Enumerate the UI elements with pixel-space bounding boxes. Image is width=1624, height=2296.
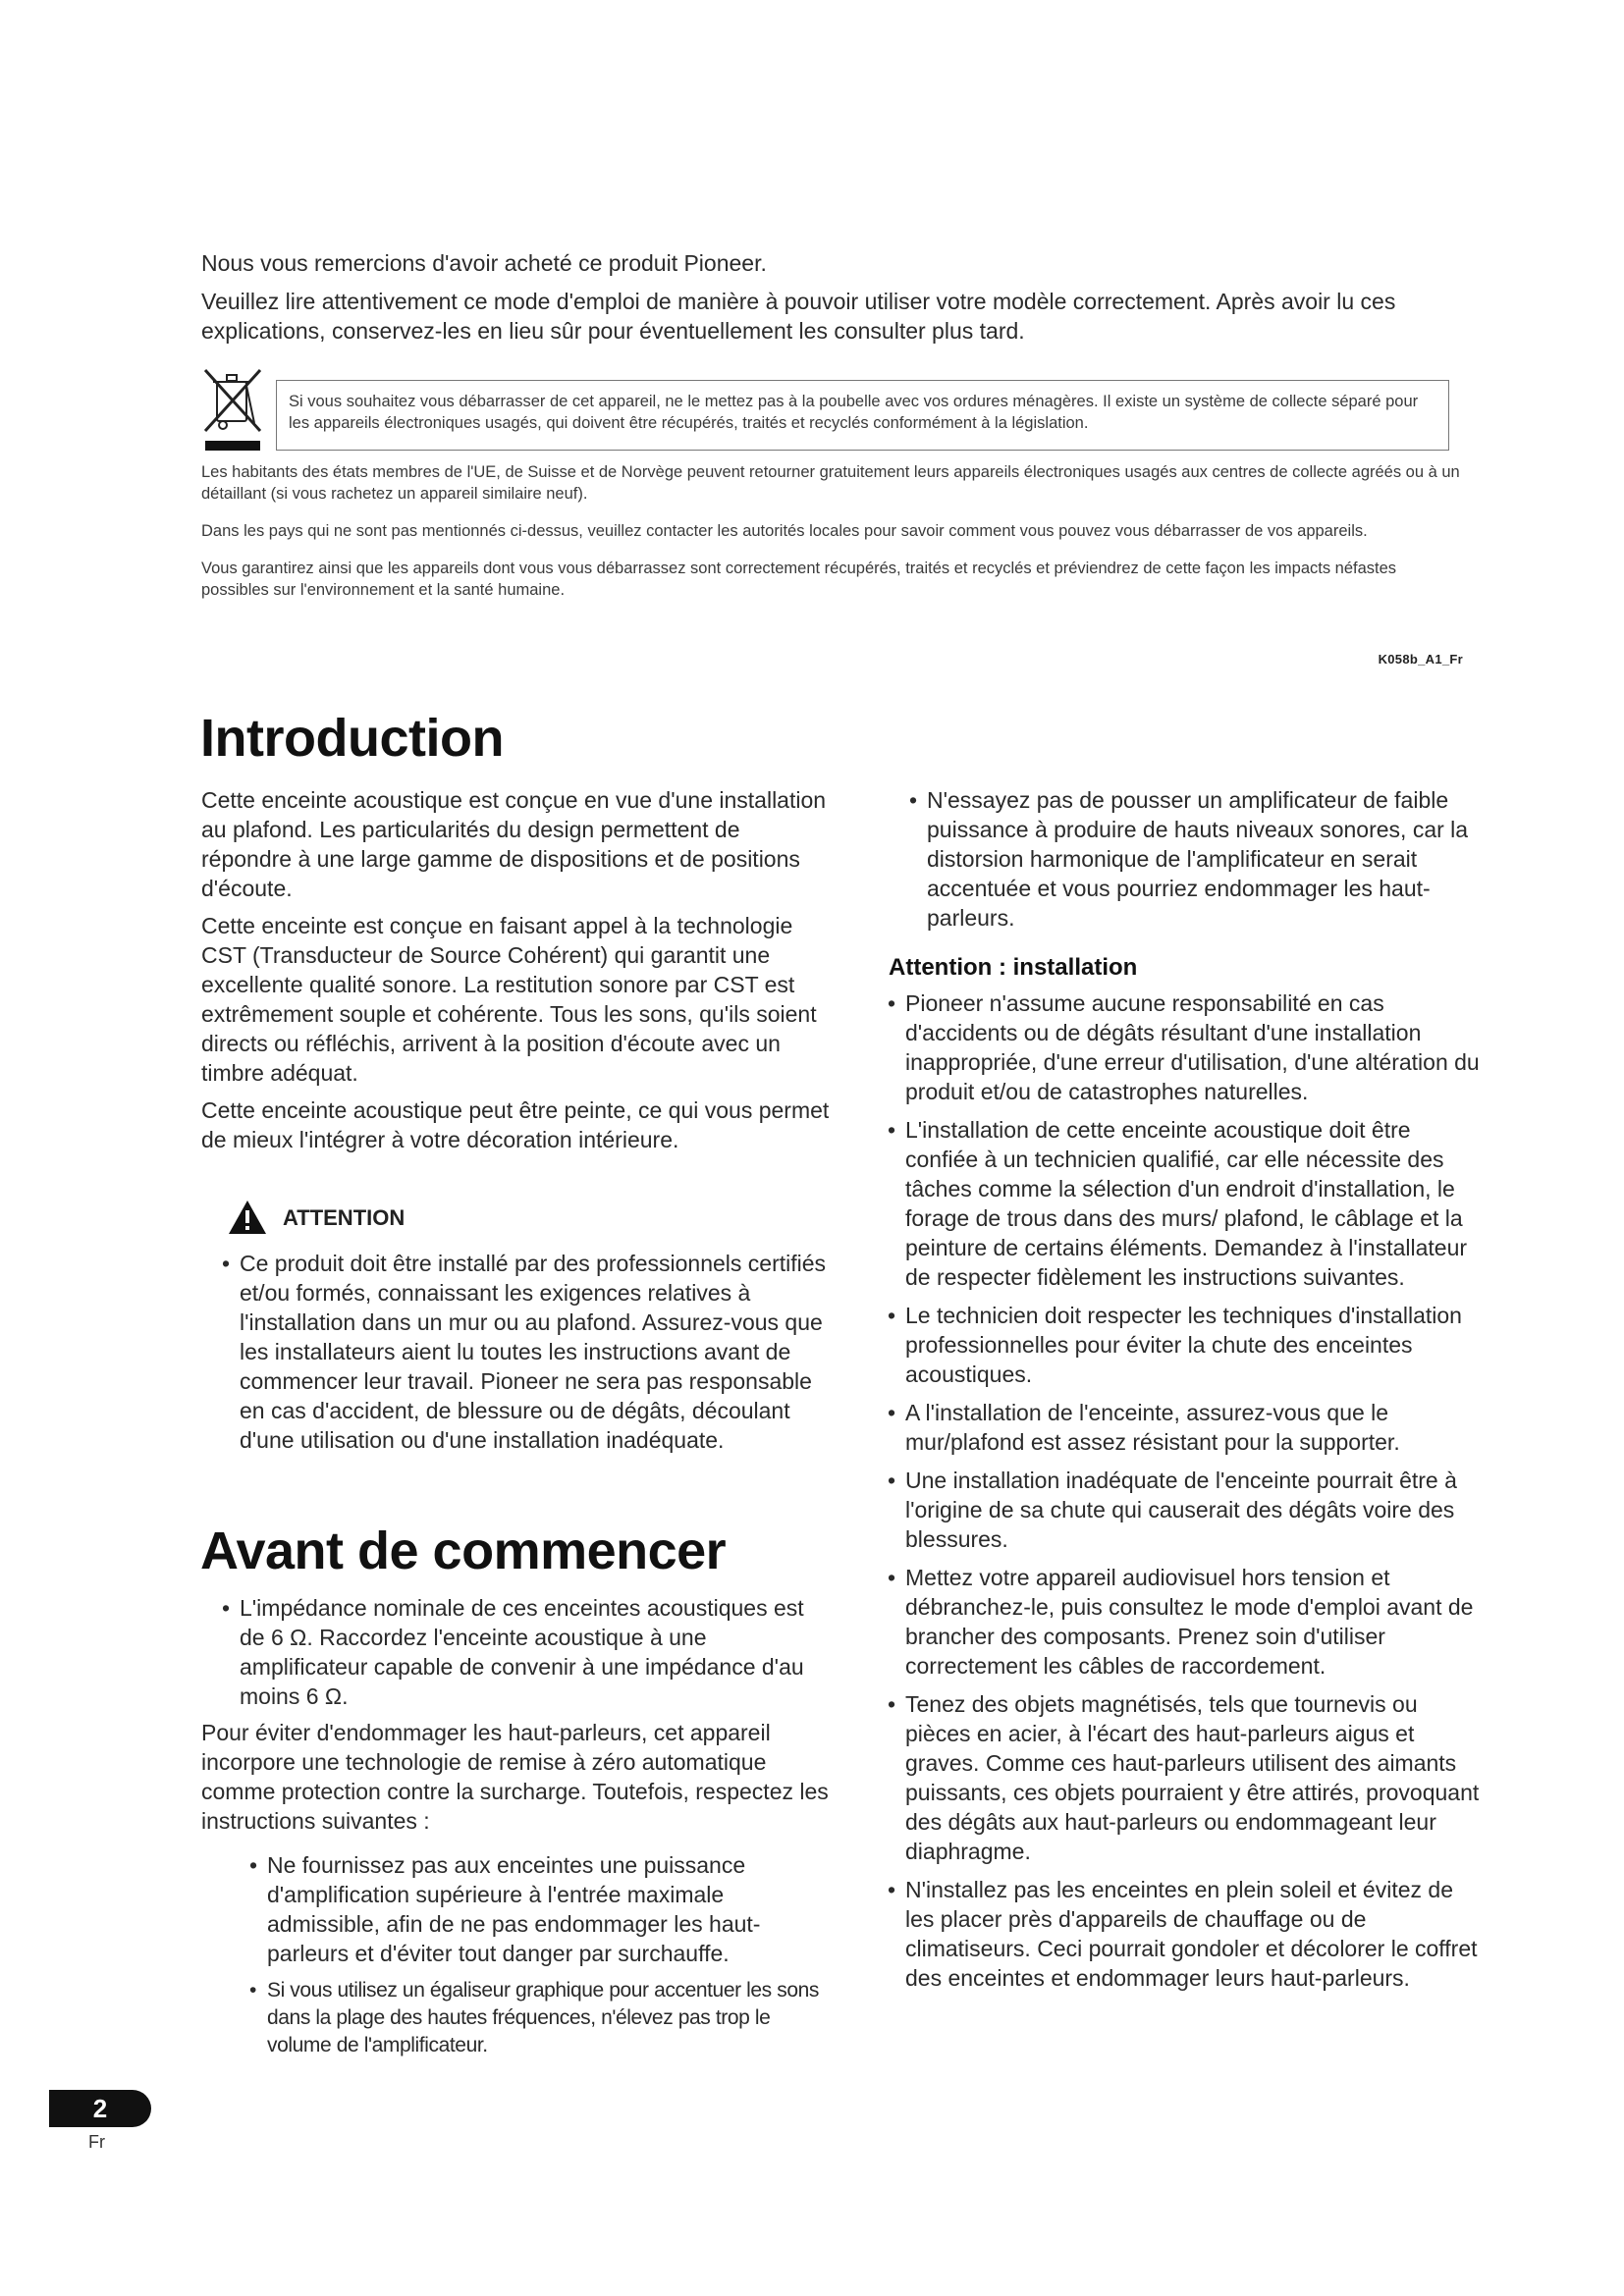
list-item: • Ce produit doit être installé par des professionnels certifiés et/ou formés, connaissant les exigences relatives à l'installation dans un mur ou au plafond. Assurez-vous que les installateurs aient lu toutes les instructions avant de commencer leur travail. Pioneer ne sera pas responsable en cas d'accident, de blessure ou de dégâts, découlant d'une utilisation ou d'une installation inadéquate.: [218, 1249, 827, 1455]
weee-notice-box: [276, 380, 1449, 451]
intro-block: [201, 248, 1478, 354]
list-item: • N'essayez pas de pousser un amplificateur de faible puissance à produire de hauts niveaux sonores, car la distorsion harmonique de l'amplificateur en serait accentuée et vous pourriez endommager les haut-parleurs.: [905, 785, 1485, 933]
list-item: • Pioneer n'assume aucune responsabilité en cas d'accidents ou de dégâts résultant d'une installation inappropriée, d'une erreur d'utilisation, d'une altération du produit et/ou de catastrophes naturelles.: [884, 988, 1485, 1106]
thanks-text: Nous vous remercions d'avoir acheté ce produit Pioneer.: [201, 250, 767, 276]
attention-list: [218, 1249, 827, 1464]
list-item: • Le technicien doit respecter les techniques d'installation professionnelles pour éviter la chute des enceintes acoustiques.: [884, 1301, 1485, 1389]
introduction-p2: Cette enceinte est conçue en faisant appel à la technologie CST (Transducteur de Source Cohérent) qui garantit une excellente qualité sonore. La restitution sonore par CST est extrêmement souple et cohérente. Tous les sons, qu'ils soient directs ou réfléchis, arrivent à la position d'écoute avec un timbre adéquat.: [201, 913, 817, 1086]
introduction-p1: Cette enceinte acoustique est conçue en vue d'une installation au plafond. Les particularités du design permettent de répondre à une large gamme de dispositions et de positions d'écoute.: [201, 787, 827, 901]
warning-triangle-icon: [228, 1200, 267, 1235]
installation-list: [884, 988, 1485, 2002]
attention-label-group: [228, 1200, 483, 1239]
installation-heading: Attention : installation: [889, 954, 1138, 981]
list-item: • A l'installation de l'enceinte, assurez-vous que le mur/plafond est assez résistant pour la supporter.: [884, 1398, 1485, 1457]
avant-list: [218, 1593, 827, 1720]
instructions-text: Veuillez lire attentivement ce mode d'emploi de manière à pouvoir utiliser votre modèle correctement. Après avoir lu ces explications, conservez-les en lieu sûr pour éventuellement les consulter plus tard.: [201, 289, 1396, 344]
avant-paragraph: Pour éviter d'endommager les haut-parleurs, cet appareil incorpore une technologie de remise à zéro automatique comme protection contre la surcharge. Toutefois, respectez les instructions suivantes :: [201, 1720, 829, 1834]
weee-box-text: Si vous souhaitez vous débarrasser de cet appareil, ne le mettez pas à la poubelle avec vos ordures ménagères. Il existe un système de collecte séparé pour les appareils électroniques usagés, qui doivent être récupérés, traités et recyclés conformément à la législation.: [289, 393, 1419, 432]
page-number: 2: [92, 2094, 108, 2123]
list-item: • Mettez votre appareil audiovisuel hors tension et débranchez-le, puis consultez le mode d'emploi avant de brancher des composants. Prenez soin d'utiliser correctement les câbles de raccordement.: [884, 1563, 1485, 1681]
avant-sub-list: [245, 1850, 830, 2068]
weee-note-1: Les habitants des états membres de l'UE, de Suisse et de Norvège peuvent retourner gratuitement leurs appareils électroniques usagés aux centres de collecte agréés ou à un détaillant (si vous rachetez un appareil similaire neuf).: [201, 463, 1460, 503]
avant-sub-list-continued: [905, 785, 1485, 941]
list-item: • Tenez des objets magnétisés, tels que tournevis ou pièces en acier, à l'écart des haut-parleurs aigus et graves. Comme ces haut-parleurs utilisent des aimants puissants, ces objets pourraient y être attirés, provoquant des dégâts aux haut-parleurs ou endommageant leur diaphragme.: [884, 1689, 1485, 1866]
list-item: • Si vous utilisez un égaliseur graphique pour accentuer les sons dans la plage des hautes fréquences, n'élevez pas trop le volume de l'amplificateur.: [245, 1977, 830, 2059]
list-item: • Ne fournissez pas aux enceintes une puissance d'amplification supérieure à l'entrée maximale admissible, afin de ne pas endommager les haut-parleurs et d'éviter tout danger par surchauffe.: [245, 1850, 830, 1968]
list-item: • L'impédance nominale de ces enceintes acoustiques est de 6 Ω. Raccordez l'enceinte acoustique à une amplificateur capable de convenir à une impédance d'au moins 6 Ω.: [218, 1593, 827, 1711]
weee-note-2: Dans les pays qui ne sont pas mentionnés ci-dessus, veuillez contacter les autorités locales pour savoir comment vous pouvez vous débarrasser de vos appareils.: [201, 522, 1368, 540]
list-item: • N'installez pas les enceintes en plein soleil et évitez de les placer près d'appareils de chauffage ou de climatiseurs. Ceci pourrait gondoler et décolorer le coffret des enceintes et endommager leurs haut-parleurs.: [884, 1875, 1485, 1993]
page-language: Fr: [88, 2132, 105, 2152]
list-item: • L'installation de cette enceinte acoustique doit être confiée à un technicien qualifié, car elle nécessite des tâches comme la sélection d'un endroit d'installation, le forage de trous dans des murs/ plafond, le câblage et la peinture de certains éléments. Demandez à l'installateur de respecter fidèlement les instructions suivantes.: [884, 1115, 1485, 1292]
introduction-heading: Introduction: [200, 709, 504, 768]
crossed-out-wheelie-bin-icon: [201, 368, 265, 454]
attention-label: ATTENTION: [283, 1205, 406, 1230]
introduction-body: [201, 785, 830, 1162]
avant-heading: Avant de commencer: [200, 1522, 727, 1580]
list-item: • Une installation inadéquate de l'enceinte pourrait être à l'origine de sa chute qui causerait des dégâts voire des blessures.: [884, 1466, 1485, 1554]
introduction-p3: Cette enceinte acoustique peut être peinte, ce qui vous permet de mieux l'intégrer à votre décoration intérieure.: [201, 1097, 830, 1152]
weee-note-3: Vous garantirez ainsi que les appareils dont vous vous débarrassez sont correctement récupérés, traités et recyclés et préviendrez de cette façon les impacts néfastes possibles sur l'environnement et la santé humaine.: [201, 560, 1397, 599]
weee-notes: [201, 461, 1468, 616]
weee-code: K058b_A1_Fr: [1378, 652, 1463, 667]
